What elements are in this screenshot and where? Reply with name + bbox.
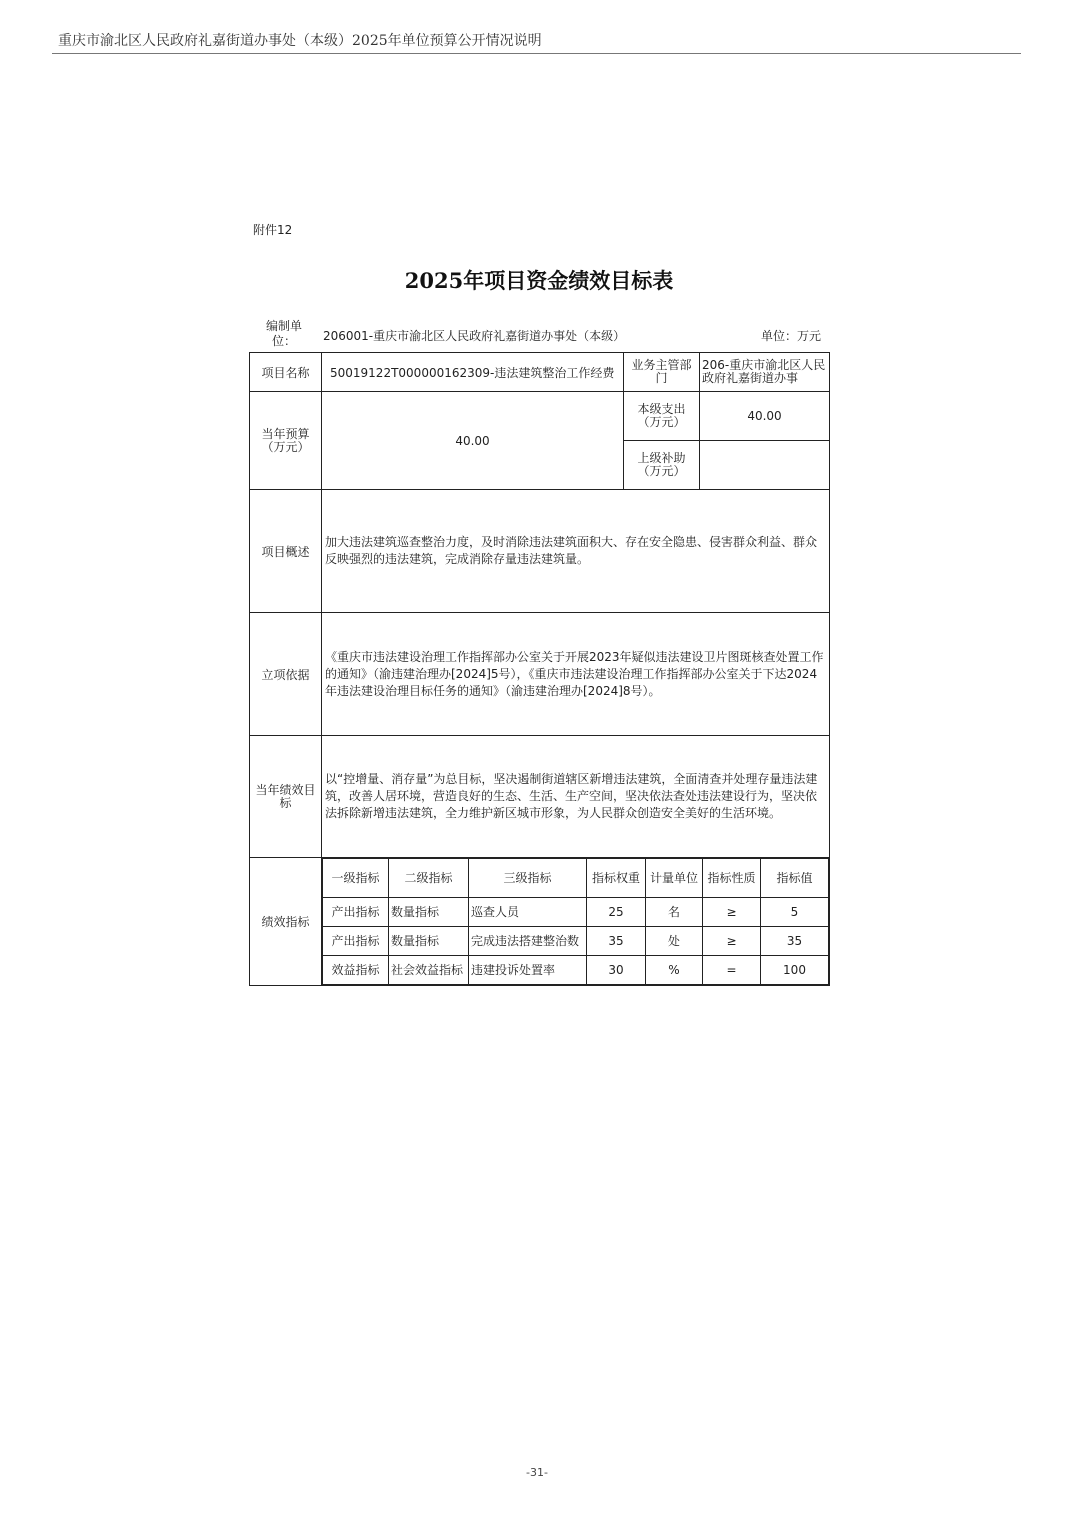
header-divider xyxy=(52,53,1021,54)
header-cell: 二级指标 xyxy=(389,859,469,898)
page-header: 重庆市渝北区人民政府礼嘉街道办事处（本级）2025年单位预算公开情况说明 xyxy=(58,33,542,49)
indicator-cell: 数量指标 xyxy=(389,927,469,956)
performance-table xyxy=(249,352,830,986)
indicator-cell: 产出指标 xyxy=(323,898,389,927)
indicator-cell: 30 xyxy=(587,956,646,985)
currency-unit: 单位：万元 xyxy=(761,329,822,343)
dept-value: 206-重庆市渝北区人民政府礼嘉街道办事 xyxy=(700,353,830,392)
upper-subsidy-value xyxy=(700,441,830,490)
header-cell: 指标值 xyxy=(761,859,829,898)
budget-value: 40.00 xyxy=(322,392,624,490)
indicator-cell xyxy=(322,858,830,986)
indicator-cell: 产出指标 xyxy=(323,927,389,956)
document-title: 2025年项目资金绩效目标表 xyxy=(404,268,674,293)
indicator-cell: 名 xyxy=(646,898,703,927)
indicator-cell: % xyxy=(646,956,703,985)
own-expense-label: 本级支出（万元） xyxy=(624,392,700,441)
table-row xyxy=(250,736,830,858)
annex-label: 附件12 xyxy=(253,223,293,237)
indicator-table xyxy=(322,858,829,985)
indicator-cell: 效益指标 xyxy=(323,956,389,985)
perf-label: 绩效指标 xyxy=(250,858,322,986)
indicator-cell: 处 xyxy=(646,927,703,956)
indicator-header-row xyxy=(323,859,829,898)
indicator-row xyxy=(323,898,829,927)
indicator-cell: ≥ xyxy=(703,927,761,956)
own-expense-value: 40.00 xyxy=(700,392,830,441)
table-row xyxy=(250,392,830,441)
indicator-cell: = xyxy=(703,956,761,985)
overview-text: 加大违法建筑巡查整治力度，及时消除违法建筑面积大、存在安全隐患、侵害群众利益、群众反映强烈的违法建筑，完成消除存量违法建筑量。 xyxy=(322,490,830,613)
upper-subsidy-label: 上级补助（万元） xyxy=(624,441,700,490)
indicator-cell: 35 xyxy=(761,927,829,956)
indicator-cell: 25 xyxy=(587,898,646,927)
table-row xyxy=(250,353,830,392)
indicator-cell: 违建投诉处置率 xyxy=(469,956,587,985)
indicator-cell: 35 xyxy=(587,927,646,956)
basis-text: 《重庆市违法建设治理工作指挥部办公室关于开展2023年疑似违法建设卫片图斑核查处置工作的通知》（渝违建治理办[2024]5号），《重庆市违法建设治理工作指挥部办公室关于下达2024年违法建设治理目标任务的通知》（渝违建治理办[2024]8号）。 xyxy=(322,613,830,736)
header-cell: 三级指标 xyxy=(469,859,587,898)
indicator-cell: 巡查人员 xyxy=(469,898,587,927)
table-row xyxy=(250,613,830,736)
budget-label: 当年预算（万元） xyxy=(250,392,322,490)
table-row xyxy=(250,858,830,986)
dept-label: 业务主管部门 xyxy=(624,353,700,392)
indicator-cell: 100 xyxy=(761,956,829,985)
goal-text: 以“控增量、消存量”为总目标，坚决遏制街道辖区新增违法建筑，全面清查并处理存量违法建筑，改善人居环境，营造良好的生态、生活、生产空间，坚决依法查处违法建设行为，坚决依法拆除新增违法建筑，全力维护新区城市形象，为人民群众创造安全美好的生活环境。 xyxy=(322,736,830,858)
unit-value: 206001-重庆市渝北区人民政府礼嘉街道办事处（本级） xyxy=(323,329,626,343)
indicator-row xyxy=(323,956,829,985)
header-cell: 计量单位 xyxy=(646,859,703,898)
indicator-row xyxy=(323,927,829,956)
header-cell: 指标权重 xyxy=(587,859,646,898)
indicator-cell: ≥ xyxy=(703,898,761,927)
table-row xyxy=(250,490,830,613)
indicator-cell: 5 xyxy=(761,898,829,927)
project-name-label: 项目名称 xyxy=(250,353,322,392)
basis-label: 立项依据 xyxy=(250,613,322,736)
indicator-cell: 完成违法搭建整治数 xyxy=(469,927,587,956)
goal-label: 当年绩效目标 xyxy=(250,736,322,858)
header-cell: 一级指标 xyxy=(323,859,389,898)
header-cell: 指标性质 xyxy=(703,859,761,898)
indicator-cell: 数量指标 xyxy=(389,898,469,927)
unit-label: 编制单位： xyxy=(265,319,302,348)
indicator-cell: 社会效益指标 xyxy=(389,956,469,985)
page-number: -31- xyxy=(526,1466,548,1479)
project-name-value: 50019122T000000162309-违法建筑整治工作经费 xyxy=(322,353,624,392)
overview-label: 项目概述 xyxy=(250,490,322,613)
